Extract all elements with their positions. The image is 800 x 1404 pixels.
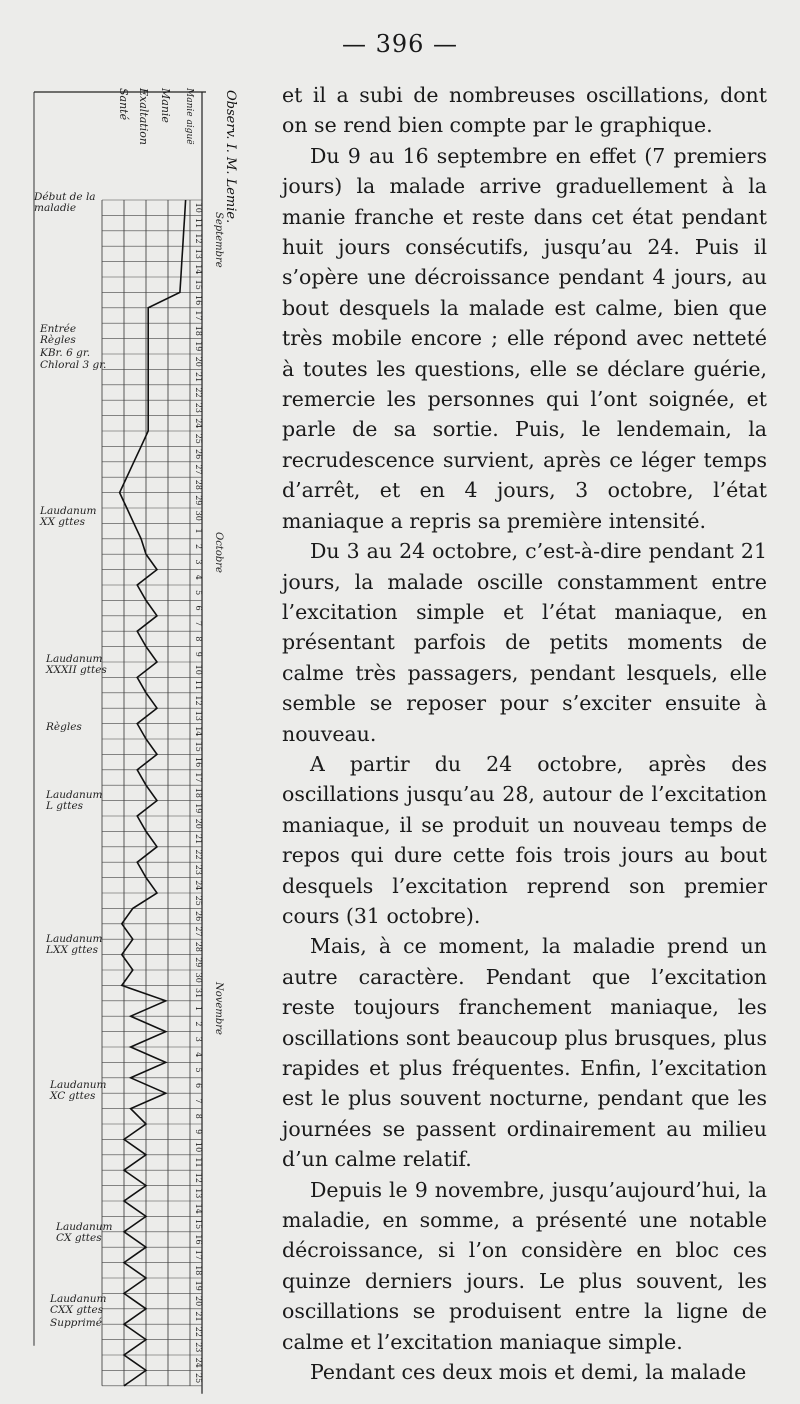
annotation: Début de la maladie [34, 191, 96, 214]
day-label: 4 [194, 574, 203, 580]
annotation: Laudanum L gttes [46, 789, 103, 812]
day-label: 25 [194, 895, 203, 906]
day-label: 17 [194, 310, 203, 321]
day-label: 21 [194, 372, 203, 383]
day-label: 1 [194, 1005, 203, 1012]
day-label: 23 [194, 402, 203, 413]
state-label-sante: Santé [117, 88, 130, 121]
paragraph: Mais, à ce moment, la maladie prend un autre caractère. Pendant que l’excitation reste toujours franchement maniaque, les oscillations sont beaucoup plus brusques, plus rapides et plus fréquentes. Enfin, l’excitation est le plus souvent nocturne, pendant que les journées se passent ordinairement au milieu d’un calme relatif. [282, 934, 767, 1172]
paragraph: Depuis le 9 novembre, jusqu’aujourd’hui, la maladie, en somme, a présenté une notable décroissance, si l’on considère en bloc ces quinze derniers jours. Le plus souvent, les oscillations se produisent entre la ligne de calme et l’excitation maniaque simple. [282, 1177, 767, 1354]
state-label-exaltation: Exaltation [137, 88, 150, 145]
paragraph: et il a subi de nombreuses oscillations, dont on se rend bien compte par le graphique. [282, 83, 767, 138]
annotation: Supprimé [50, 1317, 102, 1329]
day-label: 5 [194, 1067, 203, 1073]
day-label: 17 [194, 772, 203, 783]
day-label: 12 [194, 1172, 203, 1183]
day-label: 14 [194, 726, 203, 737]
day-label: 24 [194, 880, 203, 891]
day-label: 8 [194, 1113, 203, 1119]
annotation: Entrée Règles [40, 323, 77, 346]
day-label: 28 [194, 479, 203, 490]
day-label: 18 [194, 325, 203, 336]
day-label: 13 [194, 710, 203, 721]
day-label: 3 [194, 559, 203, 565]
paragraph: Du 9 au 16 septembre en effet (7 premiers jours) la malade arrive graduellement à la manie franche et reste dans cet état pendant huit jours consécutifs, jusqu’au 24. Puis il s’opère une décroissance pendant 4 jours, au bout desquels la malade est calme, bien que très mobile encore ; elle répond avec netteté à toutes les questions, elle se déclare guérie, remercie les personnes qui l’ont soignée, et parle de sa sortie. Puis, le lendemain, la recrudescence survient, après ce léger temps d’arrêt, et en 4 jours, 3 octobre, l’état maniaque a repris sa première intensité. [282, 143, 767, 533]
annotation: Laudanum CXX gttes [50, 1293, 107, 1316]
annotation: Laudanum XXXII gttes [46, 653, 107, 676]
day-label: 9 [194, 1129, 203, 1135]
day-label: 25 [194, 433, 203, 444]
day-label: 19 [194, 803, 203, 814]
month-label-november: Novembre [213, 982, 224, 1035]
day-label: 16 [194, 757, 203, 768]
annotation: Laudanum XX gttes [40, 505, 97, 528]
day-label: 19 [194, 1280, 203, 1291]
day-label: 17 [194, 1249, 203, 1260]
day-label: 12 [194, 233, 203, 244]
day-label: 2 [194, 1021, 203, 1027]
day-label: 4 [194, 1052, 203, 1058]
day-label: 27 [194, 464, 203, 475]
paragraph: Du 3 au 24 octobre, c’est-à-dire pendant 21 jours, la malade oscille constamment entre l’excitation simple et l’état maniaque, en présentant parfois de petits moments de calme très passagers, pendant lesquels, elle semble se reposer pour s’exciter ensuite à nouveau. [282, 539, 767, 746]
page-number: — 396 — [341, 30, 459, 58]
month-label-october: Octobre [213, 532, 224, 573]
day-label: 22 [194, 387, 203, 398]
day-label: 15 [194, 741, 203, 752]
day-label: 26 [194, 449, 203, 460]
day-label: 14 [194, 1203, 203, 1214]
day-label: 23 [194, 864, 203, 875]
day-label: 11 [194, 680, 203, 691]
day-label: 5 [194, 590, 203, 596]
day-label: 21 [194, 1311, 203, 1322]
day-label: 19 [194, 341, 203, 352]
day-label: 30 [194, 510, 203, 521]
day-label: 11 [194, 1157, 203, 1168]
day-label: 20 [194, 1296, 203, 1307]
day-label: 22 [194, 1326, 203, 1337]
day-label: 24 [194, 1357, 203, 1368]
day-label: 6 [194, 1082, 203, 1089]
annotation: Laudanum XC gttes [50, 1079, 107, 1102]
day-label: 2 [194, 543, 203, 550]
day-label: 27 [194, 926, 203, 937]
day-label: 16 [194, 295, 203, 306]
day-label: 10 [194, 1142, 203, 1153]
day-label: 7 [194, 1098, 203, 1104]
day-label: 31 [194, 988, 203, 999]
day-label: 28 [194, 941, 203, 952]
month-label-september: Septembre [213, 212, 224, 268]
annotation: Chloral 3 gr. [40, 359, 107, 371]
day-label: 13 [194, 1188, 203, 1199]
annotation: Règles [46, 721, 82, 733]
day-label: 3 [194, 1036, 203, 1042]
day-label: 13 [194, 248, 203, 259]
day-label: 30 [194, 972, 203, 983]
day-label: 24 [194, 418, 203, 429]
clinical-chart [26, 82, 246, 1384]
day-label: 18 [194, 787, 203, 798]
day-label: 7 [194, 620, 203, 627]
day-label: 29 [194, 957, 203, 968]
day-label: 23 [194, 1342, 203, 1353]
body-text [282, 80, 767, 1387]
day-label: 9 [194, 651, 203, 657]
day-label: 18 [194, 1265, 203, 1276]
day-label: 8 [194, 636, 203, 642]
day-label: 20 [194, 818, 203, 829]
day-label: 6 [194, 605, 203, 611]
day-label: 10 [194, 202, 203, 213]
day-label: 26 [194, 911, 203, 922]
chart-grid [26, 82, 246, 1384]
day-label: 10 [194, 664, 203, 675]
annotation: KBr. 6 gr. [40, 347, 91, 359]
day-label: 22 [194, 849, 203, 860]
annotation: Laudanum CX gttes [56, 1221, 113, 1244]
day-label: 25 [194, 1373, 203, 1384]
day-label: 16 [194, 1234, 203, 1245]
day-label: 14 [194, 264, 203, 275]
state-label-manie: Manie [159, 88, 172, 123]
illness-curve [120, 200, 186, 1386]
annotation: Laudanum LXX gttes [46, 933, 103, 956]
day-label: 12 [194, 695, 203, 706]
state-label-manie-aigue: Manie aiguë [184, 88, 194, 145]
chart-signature: Observ. I. M. Lemie. [223, 90, 238, 224]
day-label: 20 [194, 356, 203, 367]
day-label: 11 [194, 218, 203, 229]
day-label: 1 [194, 528, 203, 534]
day-label: 29 [194, 495, 203, 506]
paragraph: Pendant ces deux mois et demi, la malade [310, 1360, 747, 1385]
day-label: 15 [194, 279, 203, 290]
day-label: 21 [194, 834, 203, 845]
paragraph: A partir du 24 octobre, après des oscillations jusqu’au 28, autour de l’excitation maniaque, il se produit un nouveau temps de repos qui dure cette fois trois jours au bout desquels l’excitation reprend son premier cours (31 octobre). [282, 751, 767, 928]
day-label: 15 [194, 1219, 203, 1230]
